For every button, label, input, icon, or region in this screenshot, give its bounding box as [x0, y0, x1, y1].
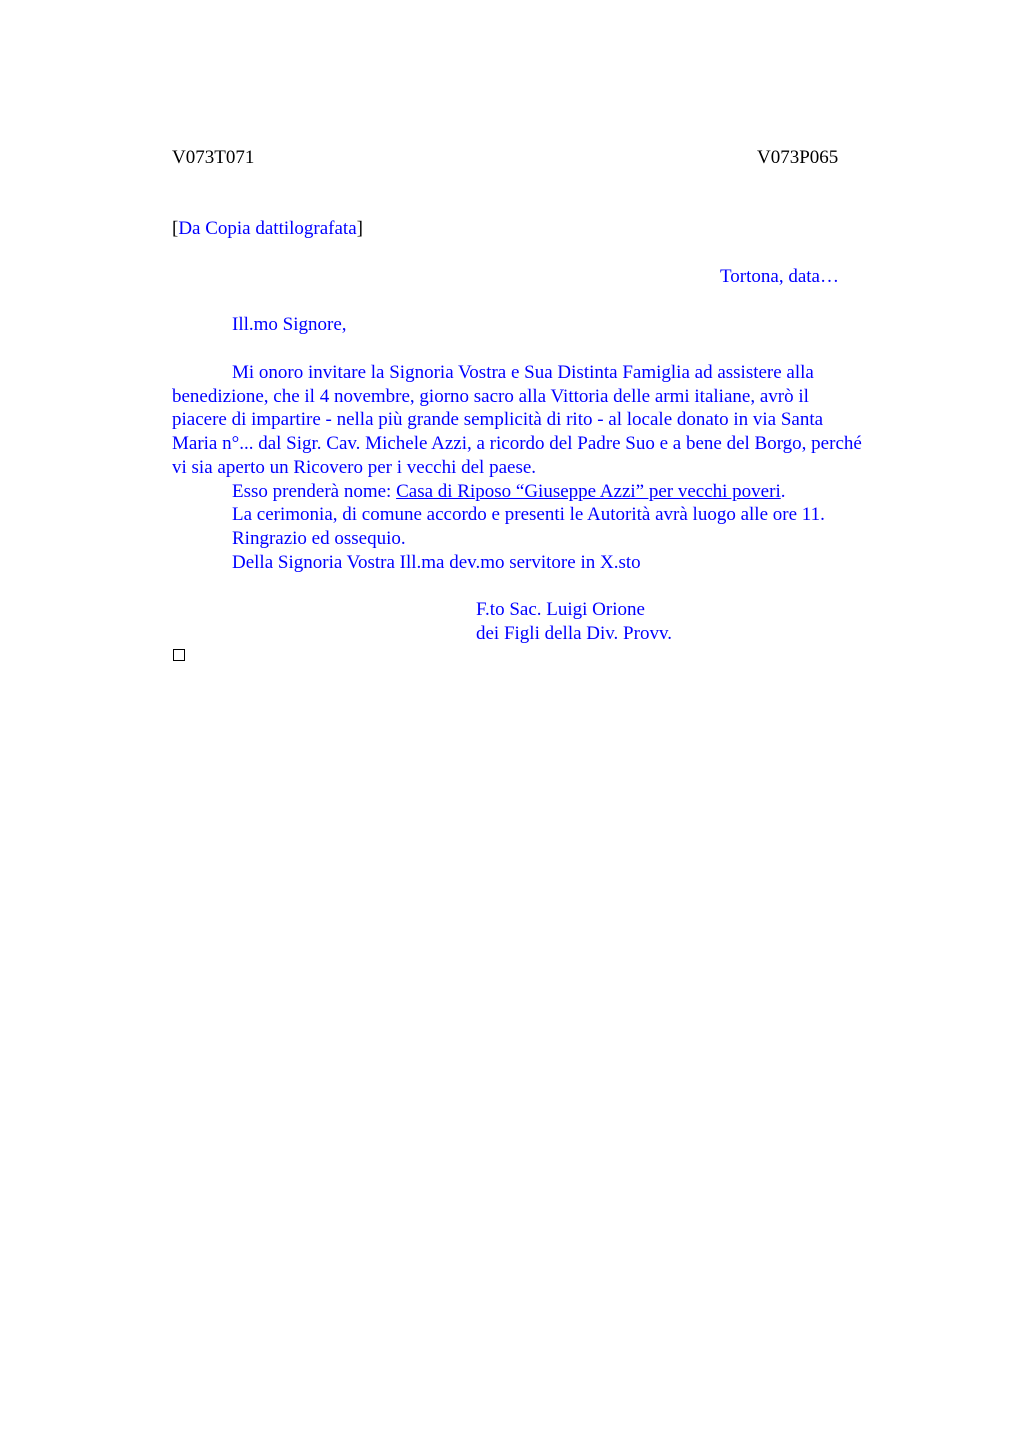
paragraph-name — [172, 480, 932, 504]
name-prefix: Esso prenderà nome: — [232, 480, 397, 502]
paragraph-line: Maria n°... dal Sigr. Cav. Michele Azzi, a ricordo del Padre Suo e a bene del Borgo, perché — [172, 433, 862, 455]
paragraph-line: vi sia aperto un Ricovero per i vecchi del paese. — [172, 456, 537, 478]
source-note — [172, 217, 363, 241]
paragraph-thanks: Ringrazio ed ossequio. — [232, 527, 406, 549]
paragraph-ceremony: La cerimonia, di comune accordo e presenti le Autorità avrà luogo alle ore 11. — [232, 504, 825, 526]
paragraph-invitation — [172, 361, 932, 480]
document-code-right: V073P065 — [757, 147, 839, 168]
paragraph-line: piacere di impartire - nella più grande semplicità di rito - al locale donato in via Santa — [172, 409, 824, 431]
date-line: Tortona, data… — [720, 266, 839, 287]
home-name: Casa di Riposo “Giuseppe Azzi” per vecchi poveri — [396, 480, 781, 502]
signature-line-2: dei Figli della Div. Provv. — [476, 622, 672, 644]
name-suffix: . — [780, 480, 786, 502]
signature-line-1: F.to Sac. Luigi Orione — [476, 599, 645, 620]
checkbox-square-icon — [173, 649, 185, 661]
paragraph-line: Mi onoro invitare la Signoria Vostra e Sua Distinta Famiglia ad assistere alla — [232, 362, 814, 383]
source-close-bracket: ] — [356, 218, 363, 239]
paragraph-line: benedizione, che il 4 novembre, giorno sacro alla Vittoria delle armi italiane, avrò il — [172, 385, 809, 407]
signature-block — [476, 598, 672, 645]
source-open-bracket: [ — [172, 218, 179, 239]
document-code-left: V073T071 — [172, 147, 255, 168]
paragraph-closing: Della Signoria Vostra Ill.ma dev.mo servitore in X.sto — [232, 551, 641, 573]
greeting: Ill.mo Signore, — [232, 314, 347, 335]
letter-body — [172, 361, 932, 574]
source-text: Da Copia dattilografata — [178, 218, 357, 239]
